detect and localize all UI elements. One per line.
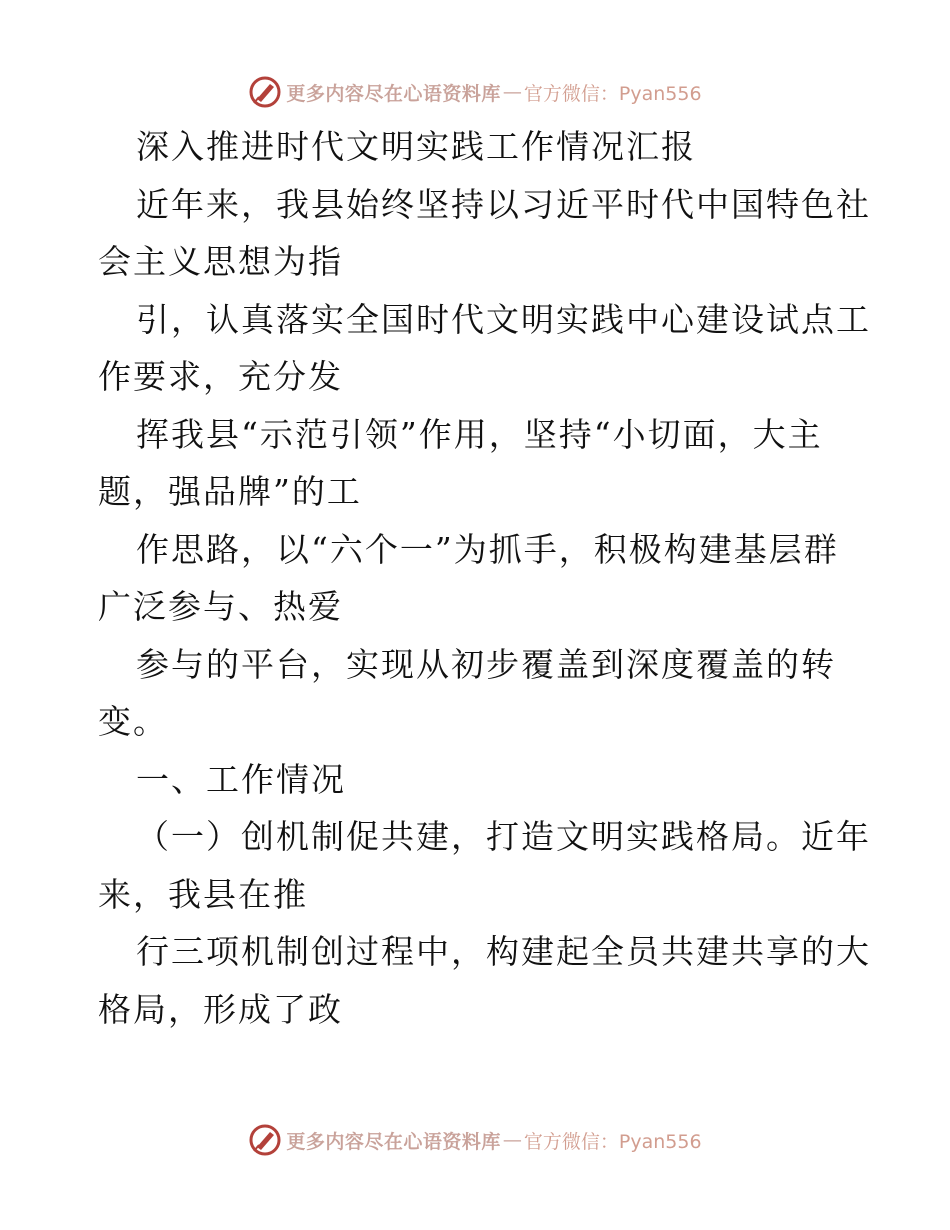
paragraph-line: 变。 [98,702,168,741]
watermark-wechat: 官方微信：Pyan556 [523,82,702,105]
pen-logo-icon [248,1123,282,1157]
paragraph-line: 广泛参与、热爱 [98,587,343,626]
paragraph-line: 行三项机制创过程中，构建起全员共建共享的大 [136,932,871,971]
paragraph-line: 会主义思想为指 [98,242,343,281]
watermark-dash: — [502,81,522,103]
footer-watermark [0,1120,950,1160]
watermark-wechat: 官方微信：Pyan556 [523,1130,702,1153]
watermark-dash: — [502,1129,522,1151]
watermark-slogan: 更多内容尽在心语资料库 [286,82,501,105]
paragraph-line: 作要求，充分发 [98,357,343,396]
section-heading: 一、工作情况 [136,759,346,799]
header-watermark [0,72,950,112]
document-title: 深入推进时代文明实践工作情况汇报 [136,127,696,166]
paragraph-line: 来，我县在推 [98,874,308,914]
paragraph-line: 题，强品牌”的工 [98,472,362,511]
paragraph-line: （一）创机制促共建，打造文明实践格局。近年 [136,817,871,856]
paragraph-line: 引，认真落实全国时代文明实践中心建设试点工 [136,299,871,339]
paragraph-line: 参与的平台，实现从初步覆盖到深度覆盖的转 [136,644,836,684]
paragraph-line: 挥我县“示范引领”作用，坚持“小切面，大主 [136,414,823,454]
watermark-slogan: 更多内容尽在心语资料库 [286,1130,501,1153]
paragraph-line: 近年来，我县始终坚持以习近平时代中国特色社 [136,184,871,224]
document-body [98,118,871,1038]
paragraph-line: 格局，形成了政 [98,989,343,1029]
paragraph-line: 作思路，以“六个一”为抓手，积极构建基层群 [136,529,839,569]
pen-logo-icon [248,75,282,109]
